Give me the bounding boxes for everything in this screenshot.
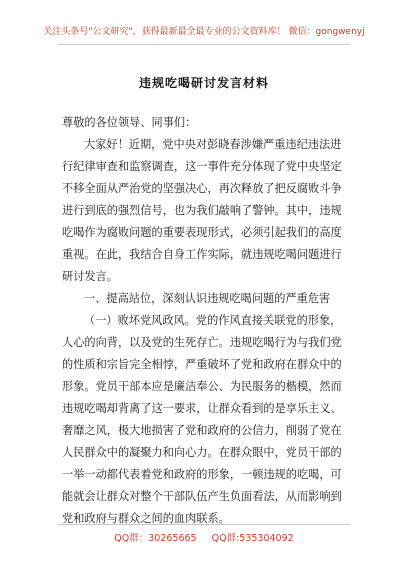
header-divider (58, 44, 350, 45)
paragraph-line: 违规吃喝却背离了这一要求，让群众看到的是享乐主义、 (62, 402, 342, 415)
paragraph-line: （一）败坏党风政风。党的作风直接关联党的形象， (84, 314, 342, 327)
paragraph-line: 奢靡之风，极大地损害了党和政府的公信力，削弱了党在 (62, 424, 342, 437)
paragraph-line: 党和政府与群众之间的血肉联系。 (62, 512, 230, 525)
section-heading: 一、提高站位，深刻认识违规吃喝问题的严重危害 (84, 292, 331, 305)
paragraph-line: 的性质和宗旨完全相悖，严重破坏了党和政府在群众中的 (62, 358, 342, 371)
footer-divider (58, 524, 350, 525)
paragraph-line: 进行到底的强烈信号，也为我们敲响了警钟。其中，违规 (62, 204, 342, 217)
paragraph-line: 重视。在此，我结合自身工作实际，就违规吃喝问题进行 (62, 248, 342, 261)
paragraph-line: 大家好！近期，党中央对彭晓春涉嫌严重违纪违法进 (84, 138, 342, 151)
paragraph-line: 吃喝作为腐败问题的重要表现形式，必须引起我们的高度 (62, 226, 342, 239)
paragraph-line: 行纪律审查和监察调查，这一事件充分体现了党中央坚定 (62, 160, 342, 173)
document-body (62, 112, 348, 530)
salutation: 尊敬的各位领导、同事们： (62, 116, 197, 129)
paragraph-line: 人心的向背，以及党的生死存亡。违规吃喝行为与我们党 (62, 336, 342, 349)
paragraph-line: 一举一动都代表着党和政府的形象，一顿违规的吃喝，可 (62, 468, 342, 481)
header-banner: 关注头条号"公文研究"，获得最新最全最专业的公文资料库！ 微信：gongwenyj (43, 27, 365, 37)
paragraph-line: 研讨发言。 (62, 270, 118, 283)
paragraph-line: 形象。党员干部本应是廉洁奉公、为民服务的楷模，然而 (62, 380, 342, 393)
paragraph-line: 不移全面从严治党的坚强决心，再次释放了把反腐败斗争 (62, 182, 342, 195)
paragraph-line: 能就会让群众对整个干部队伍产生负面看法，从而影响到 (62, 490, 342, 503)
document-title: 违规吃喝研讨发言材料 (138, 76, 269, 90)
footer-contact (0, 530, 408, 544)
footer-qq-group-1: QQ群：30265665 (114, 533, 197, 544)
footer-qq-group-2: QQ群:535304092 (211, 533, 294, 544)
paragraph-line: 人民群众中的凝聚力和向心力。在群众眼中，党员干部的 (62, 446, 342, 459)
